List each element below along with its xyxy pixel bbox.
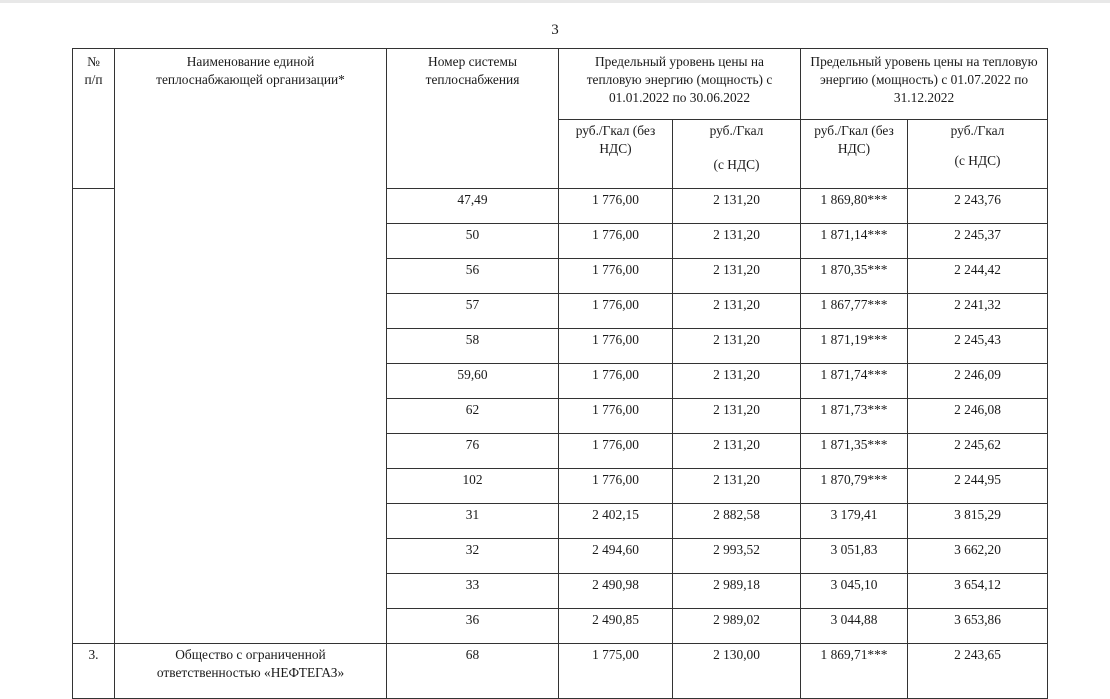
cell-p1-no-vat: 1 776,00	[559, 434, 673, 469]
cell-p1-vat: 2 989,18	[673, 574, 801, 609]
subhdr-p1-vat-a: руб./Гкал	[709, 123, 764, 138]
cell-system: 47,49	[387, 189, 559, 224]
cell-p2-no-vat: 3 045,10	[801, 574, 908, 609]
header-col-org	[115, 49, 387, 644]
header-period-1: Предельный уровень цены на тепловую энергию (мощность) с 01.01.2022 по 30.06.2022	[559, 49, 801, 120]
top-divider	[0, 0, 1110, 3]
subhdr-p1-no-vat-a: руб./Гкал (без	[575, 123, 656, 138]
cell-p2-no-vat: 1 869,80***	[801, 189, 908, 224]
cell-p2-vat: 2 243,65	[908, 644, 1048, 699]
cell-p1-vat: 2 989,02	[673, 609, 801, 644]
cell-p2-no-vat: 1 871,74***	[801, 364, 908, 399]
cell-p2-no-vat: 1 867,77***	[801, 294, 908, 329]
cell-p1-no-vat: 1 775,00	[559, 644, 673, 699]
cell-index: 3.	[73, 644, 115, 699]
cell-p2-vat: 2 241,32	[908, 294, 1048, 329]
header-col-no: № п/п	[73, 49, 115, 189]
cell-index-empty	[73, 189, 115, 644]
cell-p1-no-vat: 1 776,00	[559, 399, 673, 434]
cell-p1-no-vat: 1 776,00	[559, 294, 673, 329]
cell-system: 59,60	[387, 364, 559, 399]
cell-system: 76	[387, 434, 559, 469]
subhdr-p1-no-vat	[559, 120, 673, 189]
cell-p2-no-vat: 1 870,79***	[801, 469, 908, 504]
cell-system: 58	[387, 329, 559, 364]
cell-system: 56	[387, 259, 559, 294]
cell-p1-vat: 2 131,20	[673, 469, 801, 504]
subhdr-p2-vat-a: руб./Гкал	[950, 123, 1005, 138]
cell-p1-vat: 2 131,20	[673, 259, 801, 294]
subhdr-p1-vat	[673, 120, 801, 189]
cell-p2-vat: 2 245,43	[908, 329, 1048, 364]
cell-p2-no-vat: 3 044,88	[801, 609, 908, 644]
subhdr-p1-no-vat-b: НДС)	[599, 141, 632, 156]
cell-system: 62	[387, 399, 559, 434]
tariff-table	[72, 48, 1048, 699]
cell-p1-vat: 2 882,58	[673, 504, 801, 539]
cell-org	[115, 644, 387, 699]
cell-p1-no-vat: 1 776,00	[559, 469, 673, 504]
cell-system: 102	[387, 469, 559, 504]
page-number: 3	[551, 22, 559, 38]
cell-p2-vat: 3 654,12	[908, 574, 1048, 609]
cell-p2-vat: 2 244,95	[908, 469, 1048, 504]
cell-p2-vat: 3 815,29	[908, 504, 1048, 539]
cell-p2-vat: 2 245,37	[908, 224, 1048, 259]
cell-system: 32	[387, 539, 559, 574]
subhdr-p2-vat-b: (с НДС)	[954, 153, 1001, 168]
cell-p2-vat: 2 246,08	[908, 399, 1048, 434]
cell-p2-vat: 2 244,42	[908, 259, 1048, 294]
cell-p2-no-vat: 1 870,35***	[801, 259, 908, 294]
cell-p2-vat: 2 246,09	[908, 364, 1048, 399]
header-period-2: Предельный уровень цены на тепловую энергию (мощность) с 01.07.2022 по 31.12.2022	[801, 49, 1048, 120]
cell-p1-vat: 2 131,20	[673, 434, 801, 469]
header-row-1	[73, 49, 1048, 120]
cell-p2-vat: 3 653,86	[908, 609, 1048, 644]
cell-p2-no-vat: 1 871,73***	[801, 399, 908, 434]
subhdr-p2-vat	[908, 120, 1048, 189]
cell-p1-no-vat: 2 494,60	[559, 539, 673, 574]
cell-p1-no-vat: 1 776,00	[559, 329, 673, 364]
cell-p1-vat: 2 131,20	[673, 329, 801, 364]
cell-system: 50	[387, 224, 559, 259]
cell-p1-vat: 2 131,20	[673, 294, 801, 329]
cell-p1-no-vat: 1 776,00	[559, 189, 673, 224]
table-row-org	[73, 644, 1048, 699]
cell-p1-no-vat: 2 490,98	[559, 574, 673, 609]
header-col-org-text: Наименование единой теплоснабжающей организации*	[156, 54, 345, 87]
cell-p2-vat: 2 245,62	[908, 434, 1048, 469]
cell-org-line1: Общество с ограниченной	[175, 647, 326, 662]
cell-p1-no-vat: 1 776,00	[559, 259, 673, 294]
cell-system: 33	[387, 574, 559, 609]
cell-p1-no-vat: 1 776,00	[559, 364, 673, 399]
cell-p2-no-vat: 3 051,83	[801, 539, 908, 574]
cell-p2-no-vat: 1 871,35***	[801, 434, 908, 469]
cell-p1-vat: 2 993,52	[673, 539, 801, 574]
cell-p1-no-vat: 1 776,00	[559, 224, 673, 259]
cell-p1-vat: 2 130,00	[673, 644, 801, 699]
cell-p1-vat: 2 131,20	[673, 399, 801, 434]
cell-p2-no-vat: 1 871,19***	[801, 329, 908, 364]
cell-p1-vat: 2 131,20	[673, 224, 801, 259]
cell-p2-no-vat: 1 871,14***	[801, 224, 908, 259]
cell-p1-no-vat: 2 490,85	[559, 609, 673, 644]
cell-system: 68	[387, 644, 559, 699]
subhdr-p2-no-vat	[801, 120, 908, 189]
header-col-system: Номер системы теплоснабжения	[387, 49, 559, 189]
cell-p1-vat: 2 131,20	[673, 189, 801, 224]
cell-p2-no-vat: 1 869,71***	[801, 644, 908, 699]
cell-system: 57	[387, 294, 559, 329]
subhdr-p2-no-vat-a: руб./Гкал (без	[814, 123, 894, 138]
cell-p2-vat: 3 662,20	[908, 539, 1048, 574]
cell-p1-no-vat: 2 402,15	[559, 504, 673, 539]
cell-p2-no-vat: 3 179,41	[801, 504, 908, 539]
subhdr-p2-no-vat-b: НДС)	[837, 141, 871, 156]
cell-org-line2: ответственностью «НЕФТЕГАЗ»	[156, 665, 345, 680]
cell-system: 36	[387, 609, 559, 644]
cell-p1-vat: 2 131,20	[673, 364, 801, 399]
cell-system: 31	[387, 504, 559, 539]
subhdr-p1-vat-b: (с НДС)	[713, 157, 760, 172]
cell-p2-vat: 2 243,76	[908, 189, 1048, 224]
